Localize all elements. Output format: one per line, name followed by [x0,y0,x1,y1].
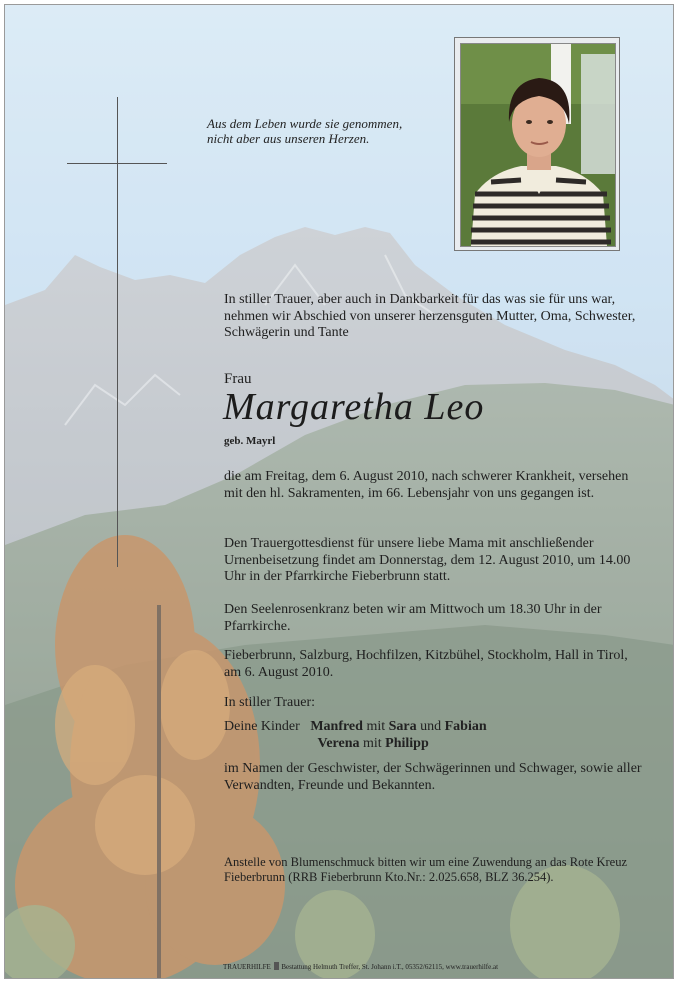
quote-line-2: nicht aber aus unseren Herzen. [207,131,370,146]
portrait-photo [460,43,616,247]
cross-symbol-vertical [117,97,118,567]
child-name: Manfred [310,719,363,734]
death-notice-paragraph: die am Freitag, dem 6. August 2010, nach schwerer Krankheit, versehen mit den hl. Sakramenten, im 66. Lebensjahr von uns gegangen ist. [224,469,629,501]
connector-text: mit [363,735,382,751]
funeral-home-logo-icon [274,962,279,970]
memorial-quote [207,116,447,146]
obituary-page [4,4,674,979]
partner-name: Sara [388,719,417,734]
grandchild-name: Fabian [444,719,487,734]
birth-name: geb. Mayrl [224,435,276,447]
portrait-photo-frame [454,37,620,251]
connector-text: und [420,719,442,734]
children-label: Deine Kinder [224,719,300,734]
children-list [224,719,487,752]
places-date-paragraph: Fieberbrunn, Salzburg, Hochfilzen, Kitzbühel, Stockholm, Hall in Tirol, am 6. August 2010. [224,648,628,680]
funeral-home-footer [223,962,498,971]
deceased-name: Margaretha Leo [223,386,485,428]
child-name: Verena [317,735,360,751]
children-row-2 [224,736,487,753]
footer-text: Bestattung Helmuth Treffer, St. Johann i.T., 05352/62115, www.trauerhilfe.at [281,963,499,971]
rosary-paragraph: Den Seelenrosenkranz beten wir am Mittwoch um 18.30 Uhr in der Pfarrkirche. [224,602,602,634]
mourning-heading: In stiller Trauer: [224,695,315,710]
footer-brand: TRAUERHILFE [223,963,271,971]
funeral-service-paragraph: Den Trauergottesdienst für unsere liebe Mama mit anschließender Urnenbeisetzung findet am Donnerstag, dem 12. August 2010, um 14.00 Uhr in der Pfarrkirche Fieberbrunn statt. [224,536,631,584]
donation-paragraph: Anstelle von Blumenschmuck bitten wir um eine Zuwendung an das Rote Kreuz Fieberbrunn (RRB Fieberbrunn Kto.Nr.: 2.025.658, BLZ 36.254). [224,855,628,884]
children-row-1 [224,719,487,736]
connector-text: mit [366,719,386,734]
quote-line-1: Aus dem Leben wurde sie genommen, [207,116,403,131]
partner-name: Philipp [385,735,429,751]
cross-symbol-horizontal [67,163,167,164]
intro-text: In stiller Trauer, aber auch in Dankbarkeit für das was sie für uns war, nehmen wir Abschied von unserer herzensguten Mutter, Oma, Schwester, Schwägerin und Tante [224,292,636,340]
salutation: Frau [224,371,252,387]
relatives-paragraph: im Namen der Geschwister, der Schwägerinnen und Schwager, sowie aller Verwandten, Freunde und Bekannten. [224,761,642,793]
